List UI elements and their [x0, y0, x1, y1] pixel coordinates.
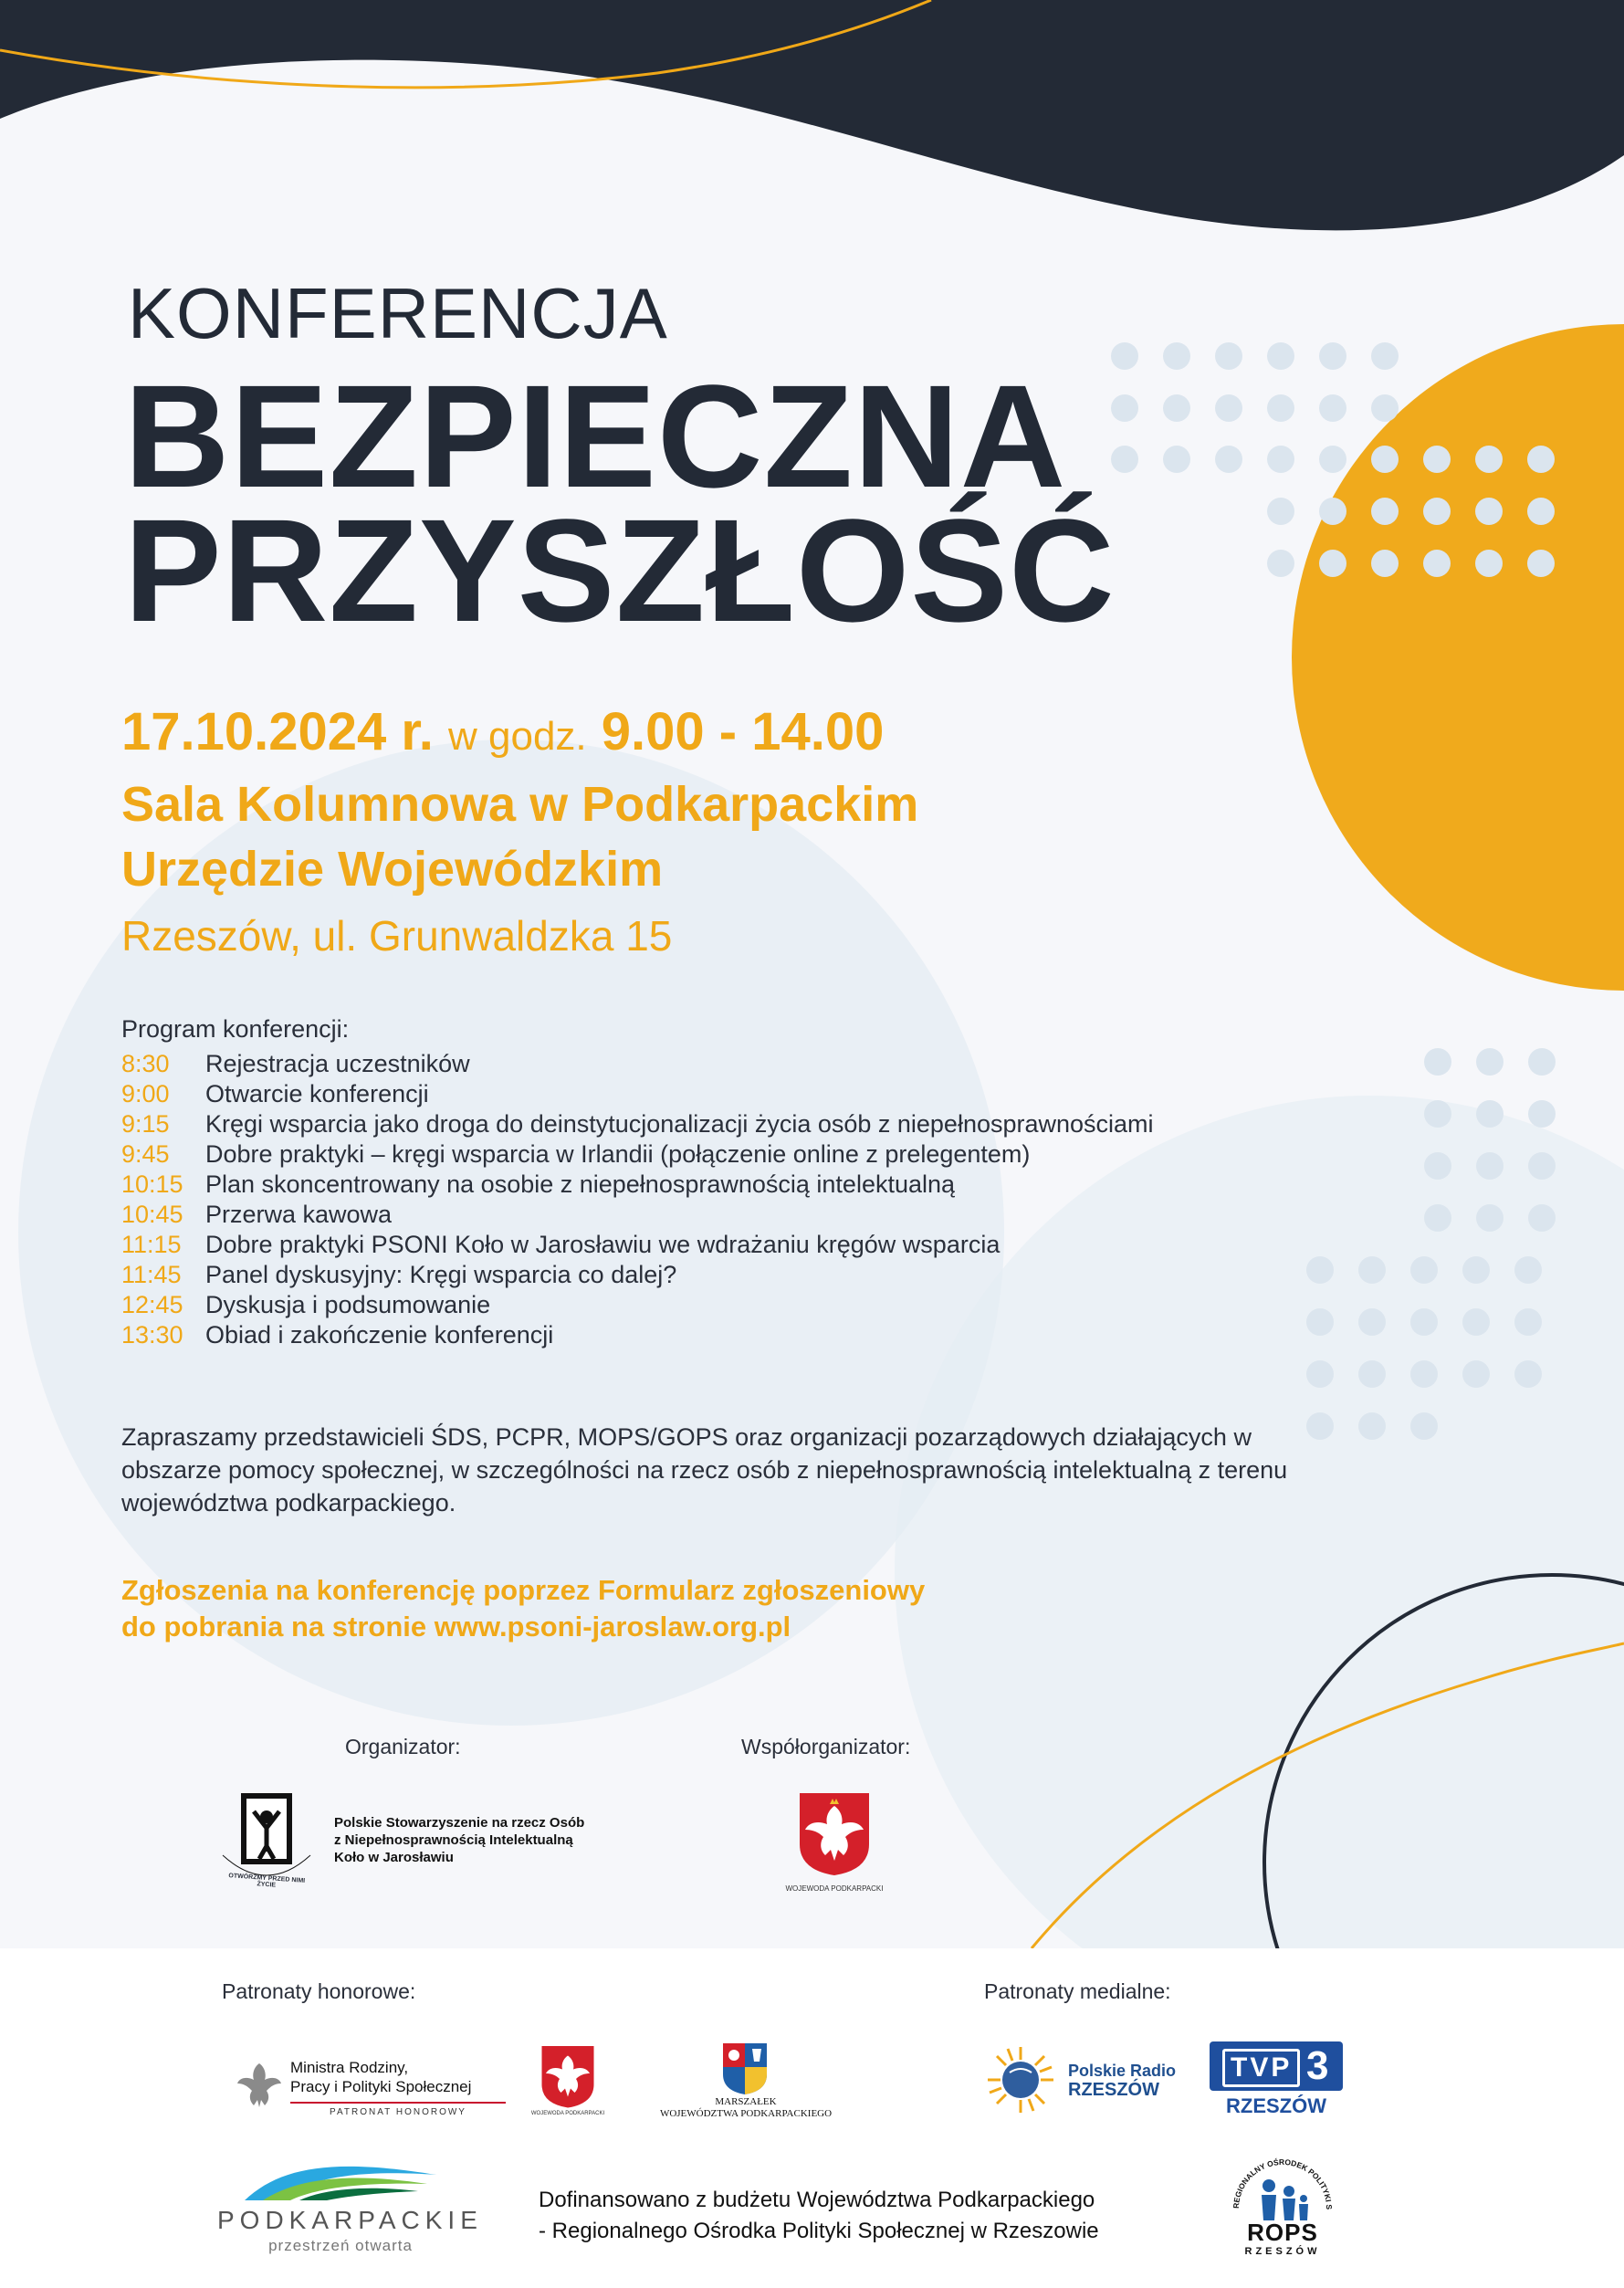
media-patronage-label: Patronaty medialne:: [984, 1979, 1171, 2003]
podkarpackie-tagline: przestrzeń otwarta: [268, 2237, 413, 2254]
program-time: 10:15: [121, 1170, 183, 1198]
invitation-text: Zapraszamy przedstawicieli ŚDS, PCPR, MOPS/GOPS oraz organizacji pozarządowych działających w obszarze pomocy społecznej, w szczególności na rzecz osób z niepełnosprawnością intelektualną z terenu województwa podkarpackiego.: [121, 1423, 1288, 1517]
organizer-name-line: Polskie Stowarzyszenie na rzecz Osób: [334, 1815, 585, 1831]
organizer-name: [334, 1814, 584, 1866]
ministry-divider: [290, 2102, 506, 2104]
program-item: [121, 1260, 1308, 1290]
event-date: 17.10.2024 r.: [121, 702, 434, 761]
program-item: [121, 1049, 1308, 1079]
tvp-number: 3: [1306, 2043, 1329, 2088]
wojewoda-small-caption: WOJEWODA PODKARPACKI: [530, 2111, 605, 2116]
marszalek-line: WOJEWÓDZTWA PODKARPACKIEGO: [659, 2108, 833, 2119]
rops-logo: [1223, 2149, 1342, 2268]
registration-info: [121, 1572, 925, 1645]
tvp3-logo: [1210, 2041, 1343, 2091]
program-time: 9:00: [121, 1080, 170, 1107]
program-time: 9:15: [121, 1110, 170, 1138]
organizer-name-line: Koło w Jarosławiu: [334, 1850, 454, 1865]
organizer-name-line: z Niepełnosprawnością Intelektualną: [334, 1832, 573, 1848]
event-time: 9.00 - 14.00: [601, 702, 885, 761]
time-prefix: w godz.: [448, 714, 587, 759]
program-text: Rejestracja uczestników: [205, 1050, 470, 1077]
svg-text:REGIONALNY OŚRODEK POLITYKI SP: [1223, 2149, 1334, 2210]
program-item: [121, 1230, 1308, 1260]
podkarpackie-wave-icon: [245, 2157, 436, 2202]
podkarpackie-logo: [217, 2157, 483, 2257]
rops-city: RZESZÓW: [1244, 2246, 1321, 2257]
polskie-radio-logo: [986, 2045, 1205, 2118]
funding-line: - Regionalnego Ośrodka Polityki Społecznej w Rzeszowie: [539, 2219, 1099, 2243]
marszalek-line: MARSZAŁEK: [715, 2096, 777, 2107]
program-time: 8:30: [121, 1050, 170, 1077]
program-text: Dobre praktyki PSONI Koło w Jarosławiu we wdrażaniu kręgów wsparcia: [205, 1231, 1001, 1258]
wojewoda-small-emblem: [539, 2043, 597, 2109]
program-item: [121, 1079, 1308, 1109]
program-item: [121, 1290, 1308, 1320]
psoni-logo-text: OTWÓRZMY PRZED NIMI ŻYCIE: [228, 1873, 306, 1889]
dark-wave: [0, 0, 1624, 230]
radio-name-line: Polskie Radio: [1068, 2062, 1177, 2080]
radio-name-line: RZESZÓW: [1068, 2080, 1159, 2100]
program-time: 10:45: [121, 1201, 183, 1228]
marszalek-caption: [641, 2096, 851, 2120]
program-item: [121, 1109, 1308, 1139]
ministry-name-line: Ministra Rodziny,: [290, 2059, 409, 2076]
organizer-label: Organizator:: [345, 1735, 461, 1758]
program-time: 13:30: [121, 1321, 183, 1349]
conference-kicker: KONFERENCJA: [128, 273, 668, 353]
registration-line-2: do pobrania na stronie www.psoni-jaroslaw.org.pl: [121, 1611, 791, 1643]
coorganizer-label: Współorganizator:: [741, 1735, 911, 1758]
title-line-2: PRZYSZŁOŚĆ: [124, 488, 1116, 652]
program-text: Kręgi wsparcia jako droga do deinstytucjonalizacji życia osób z niepełnosprawnościami: [205, 1110, 1154, 1138]
tvp-brand: TVP: [1222, 2049, 1300, 2087]
program-text: Dobre praktyki – kręgi wsparcia w Irlandii (połączenie online z prelegentem): [205, 1140, 1031, 1168]
rops-name: ROPS: [1247, 2219, 1318, 2246]
wojewoda-emblem: [796, 1789, 873, 1881]
ministry-logo: [236, 2052, 519, 2122]
funding-line: Dofinansowano z budżetu Województwa Podkarpackiego: [539, 2188, 1095, 2212]
program-time: 9:45: [121, 1140, 170, 1168]
ministry-patronage-sub: PATRONAT HONOROWY: [330, 2107, 466, 2117]
program-time: 11:15: [121, 1231, 182, 1258]
podkarpackie-coat-of-arms-icon: [719, 2040, 770, 2096]
radio-sunburst-icon: [986, 2045, 1055, 2115]
program-text: Panel dyskusyjny: Kręgi wsparcia co dalej?: [205, 1261, 677, 1288]
wojewoda-caption: WOJEWODA PODKARPACKI: [785, 1884, 884, 1893]
venue-line-2: Urzędzie Wojewódzkim: [121, 842, 664, 897]
orange-circle: [1292, 324, 1624, 991]
rops-ring-text: REGIONALNY OŚRODEK POLITYKI S: [1231, 2157, 1335, 2210]
program-text: Dyskusja i podsumowanie: [205, 1291, 491, 1318]
venue-address: Rzeszów, ul. Grunwaldzka 15: [121, 912, 673, 960]
ministry-name: [290, 2058, 471, 2096]
ministry-name-line: Pracy i Polityki Społecznej: [290, 2078, 472, 2095]
program-text: Otwarcie konferencji: [205, 1080, 429, 1107]
program-time: 12:45: [121, 1291, 183, 1318]
venue-line-1: Sala Kolumnowa w Podkarpackim: [121, 777, 919, 832]
radio-name: [1068, 2062, 1176, 2100]
program-item: [121, 1139, 1308, 1170]
program-item: [121, 1320, 1308, 1350]
white-eagle-icon: [796, 1789, 873, 1877]
podkarpackie-name: PODKARPACKIE: [217, 2206, 483, 2234]
program-title: Program konferencji:: [121, 1015, 350, 1043]
honorary-patronage-label: Patronaty honorowe:: [222, 1979, 416, 2003]
eagle-icon: [236, 2056, 283, 2107]
psoni-logo: [212, 1788, 321, 1897]
program-item: [121, 1170, 1308, 1200]
date-time-line: [121, 701, 884, 762]
program-text: Przerwa kawowa: [205, 1201, 393, 1228]
program-list: [121, 1049, 1308, 1350]
program-text: Obiad i zakończenie konferencji: [205, 1321, 554, 1349]
marszalek-emblem: [719, 2040, 770, 2096]
registration-line-1: Zgłoszenia na konferencję poprzez Formularz zgłoszeniowy: [121, 1574, 926, 1606]
program-text: Plan skoncentrowany na osobie z niepełnosprawnością intelektualną: [205, 1170, 956, 1198]
program-item: [121, 1200, 1308, 1230]
program-time: 11:45: [121, 1261, 182, 1288]
funding-note: [539, 2185, 1099, 2247]
white-eagle-icon: [539, 2043, 597, 2109]
title-line-1: BEZPIECZNA: [124, 354, 1067, 518]
tvp3-city: RZESZÓW: [1226, 2094, 1326, 2117]
